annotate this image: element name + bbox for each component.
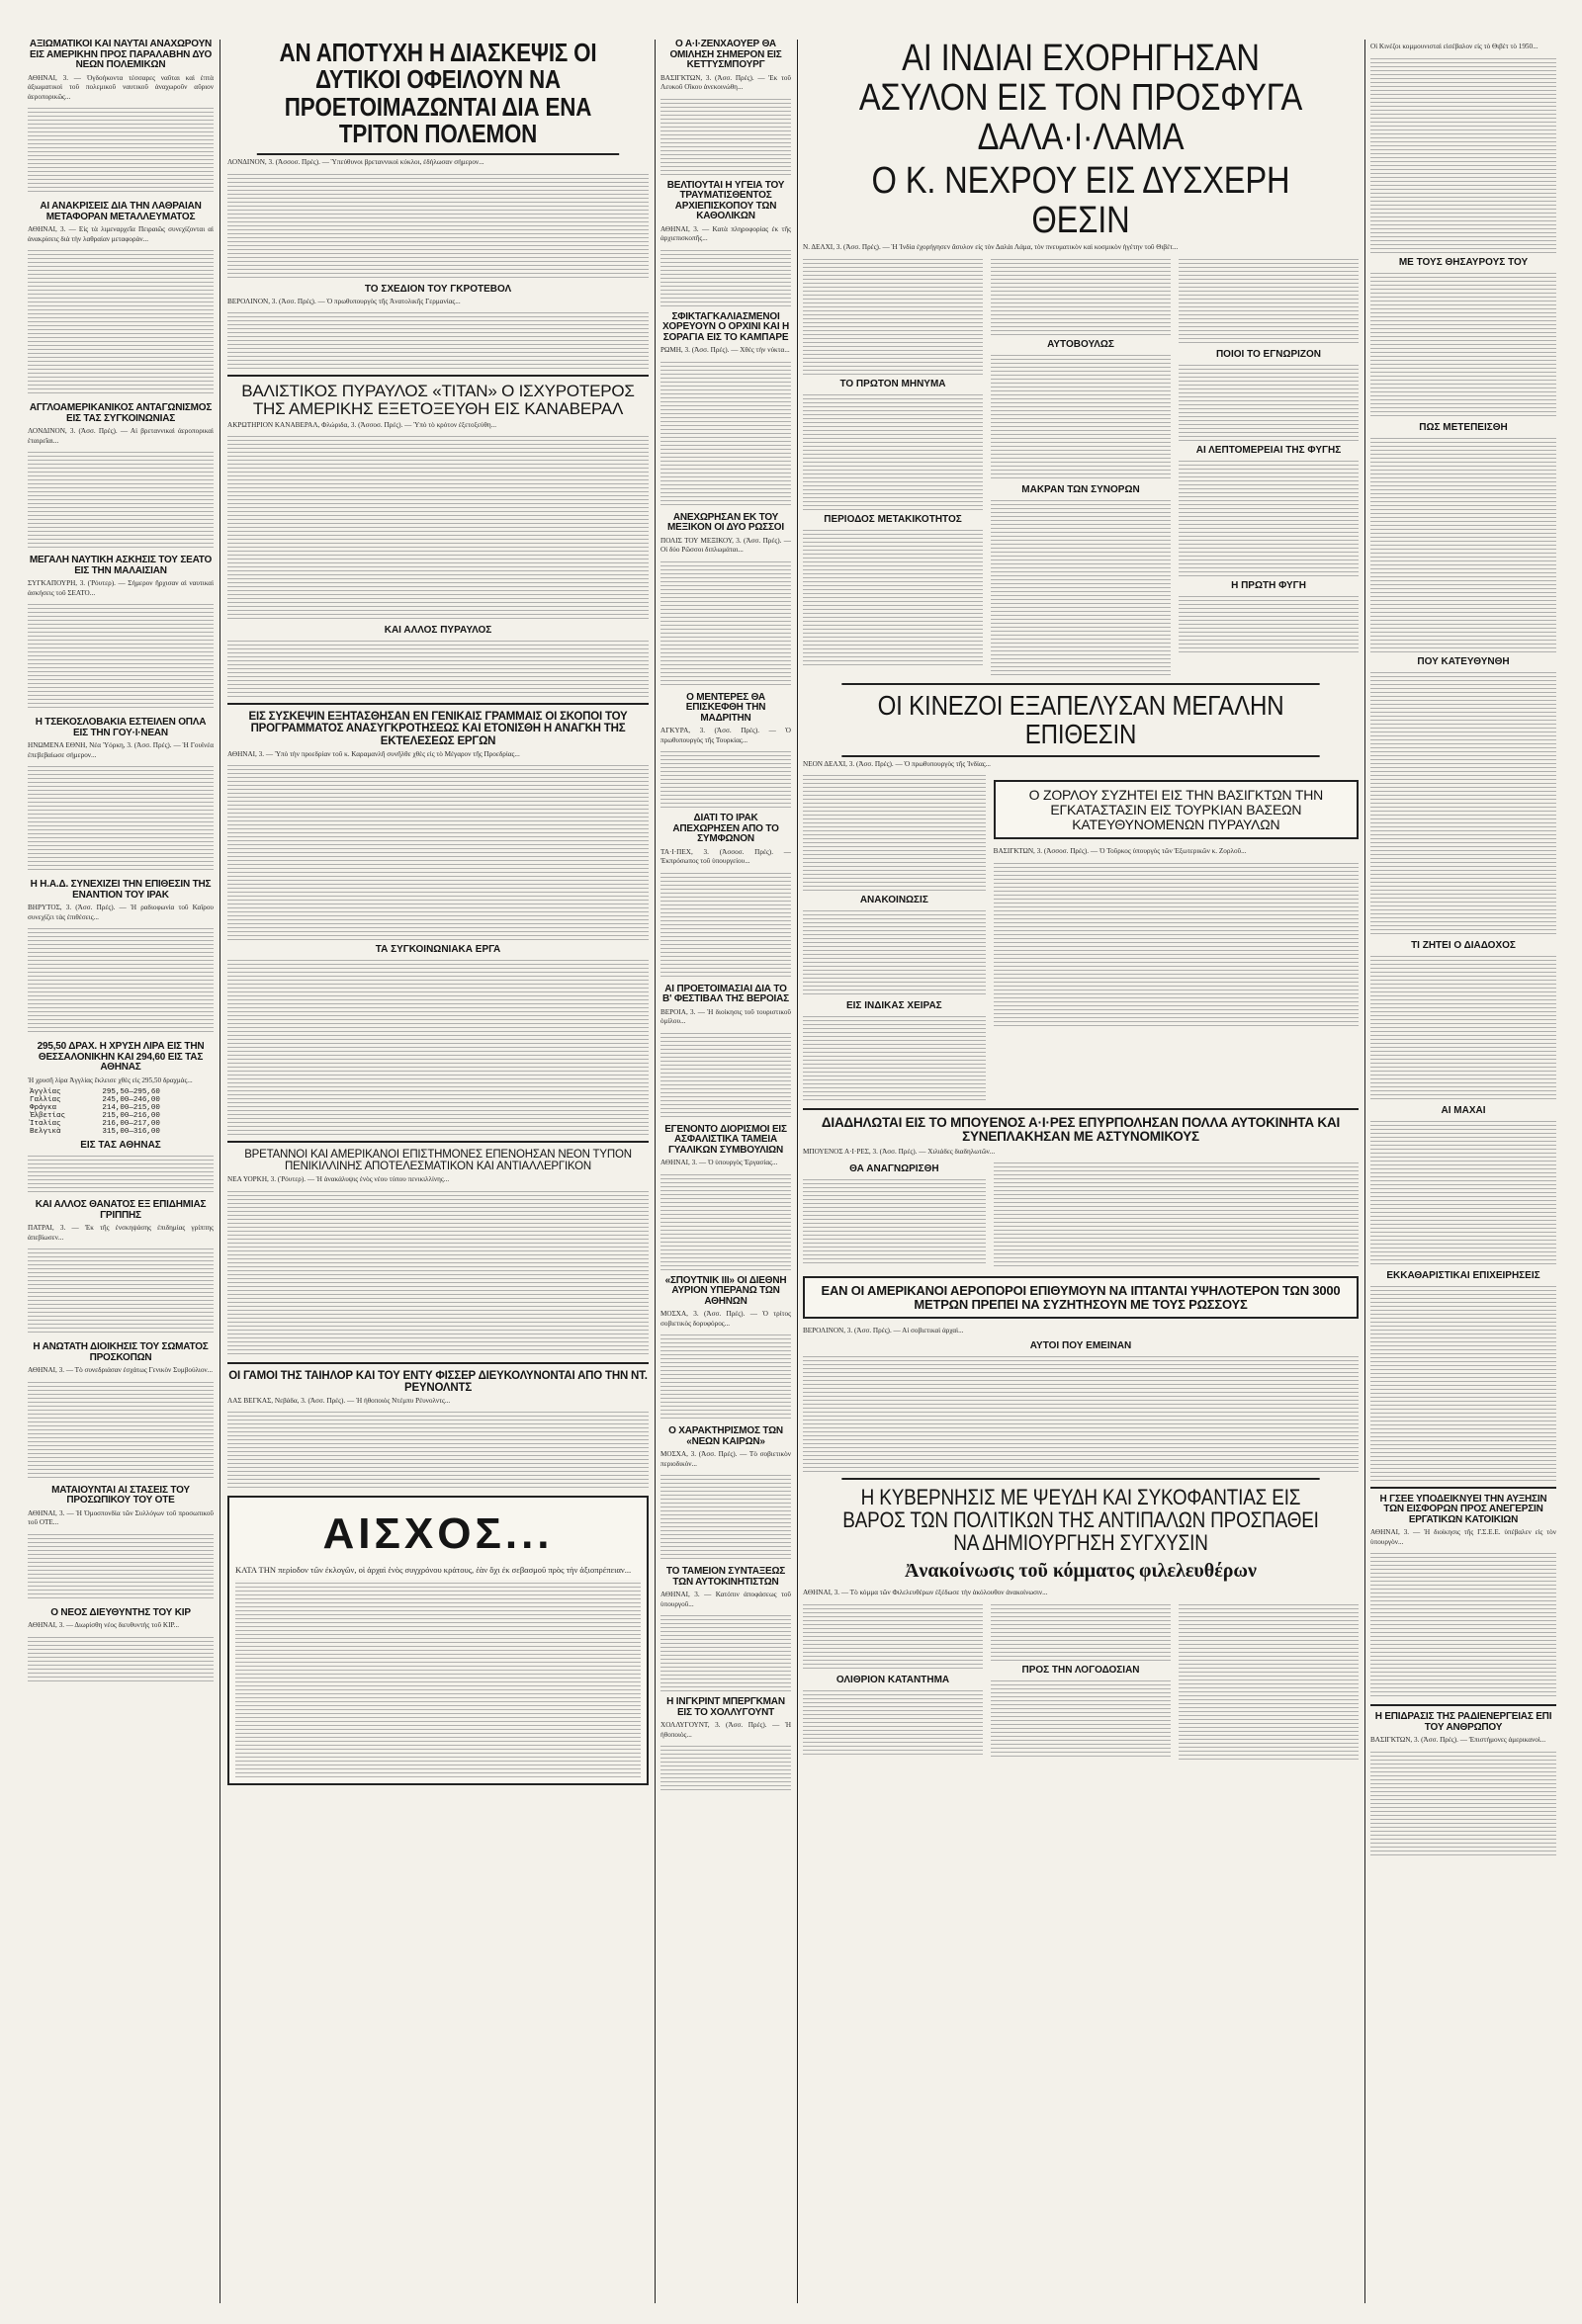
- article-text-block: [28, 925, 214, 1034]
- main-subheadline: Ο Κ. ΝΕΧΡΟΥ ΕΙΣ ΔΥΣΧΕΡΗ ΘΕΣΙΝ: [871, 159, 1290, 241]
- subheading: ΤΑ ΣΥΓΚΟΙΝΩΝΙΑΚΑ ΕΡΓΑ: [375, 944, 501, 956]
- subheading: ΠΩΣ ΜΕΤΕΠΕΙΣΘΗ: [1419, 421, 1508, 433]
- article-text-block: [660, 1171, 791, 1270]
- table-row: [28, 1112, 214, 1120]
- headline: «ΣΠΟΥΤΝΙΚ ΙΙΙ» ΟΙ ΔΙΕΘΝΗ ΑΥΡΙΟΝ ΥΠΕΡΑΝΩ ΤΩΝ ΑΘΗΝΩΝ: [664, 1274, 787, 1307]
- article-subcolumn: [1179, 1601, 1359, 1760]
- headline: ΜΑΤΑΙΟΥΝΤΑΙ ΑΙ ΣΤΑΣΕΙΣ ΤΟΥ ΠΡΟΣΩΠΙΚΟΥ ΤΟΥ ΟΤΕ: [51, 1484, 190, 1506]
- headline: ΒΑΛΙΣΤΙΚΟΣ ΠΥΡΑΥΛΟΣ «ΤΙΤΑΝ» Ο ΙΣΧΥΡΟΤΕΡΟΣ ΤΗΣ ΑΜΕΡΙΚΗΣ ΕΞΕΤΟΞΕΥΘΗ ΕΙΣ ΚΑΝΑΒΕΡΑΛ: [227, 375, 649, 418]
- article-text: ΑΘΗΝΑΙ, 3. — Κατόπιν ἀποφάσεως τοῦ ὑπουργοῦ...: [660, 1591, 791, 1608]
- article-subcolumn: [1179, 256, 1359, 675]
- article-text-block: [803, 1013, 986, 1102]
- headline: Η ΑΝΩΤΑΤΗ ΔΙΟΙΚΗΣΙΣ ΤΟΥ ΣΩΜΑΤΟΣ ΠΡΟΣΚΟΠΩΝ: [33, 1341, 209, 1363]
- article-text-block: [1370, 270, 1556, 418]
- article-text-block: [994, 1160, 1359, 1268]
- subheading: ΑΝΑΚΟΙΝΩΣΙΣ: [859, 895, 928, 906]
- headline: ΔΙΑΤΙ ΤΟ ΙΡΑΚ ΑΠΕΧΩΡΗΣΕΝ ΑΠΟ ΤΟ ΣΥΜΦΩΝΟΝ: [672, 813, 779, 844]
- headline: 295,50 ΔΡΑΧ. Η ΧΡΥΣΗ ΛΙΡΑ ΕΙΣ ΤΗΝ ΘΕΣΣΑΛΟΝΙΚΗΝ ΚΑΙ 294,60 ΕΙΣ ΤΑΣ ΑΘΗΝΑΣ: [37, 1041, 205, 1073]
- headline: Η ΙΝΓΚΡΙΝΤ ΜΠΕΡΓΚΜΑΝ ΕΙΣ ΤΟ ΧΟΛΛΥΓΟΥΝΤ: [666, 1696, 785, 1718]
- article-text: ΑΘΗΝΑΙ, 3. — Ἡ Ὁμοσπονδία τῶν Συλλόγων τοῦ προσωπικοῦ τοῦ ΟΤΕ...: [28, 1508, 214, 1526]
- article-text-block: [28, 105, 214, 194]
- article-text: ΑΘΗΝΑΙ, 3. — Εἰς τὰ λιμεναρχεῖα Πειραιῶς συνεχίζονται αἱ ἀνακρίσεις διὰ τὴν λαθραίαν μεταφορὰν...: [28, 225, 214, 243]
- article-text-block: [1370, 1550, 1556, 1698]
- article-text: ΒΕΡΟΛΙΝΟΝ, 3. (Ἀσσ. Πρές). — Ὁ πρωθυπουργὸς τῆς Ἀνατολικῆς Γερμανίας...: [227, 297, 461, 305]
- article-text: ΒΑΣΙΓΚΤΩΝ, 3. (Ἀσσοσ. Πρές). — Ὁ Τοῦρκος ὑπουργὸς τῶν Ἐξωτερικῶν κ. Ζορλοῦ...: [993, 847, 1247, 856]
- boxed-headline: [803, 1276, 1359, 1319]
- article-text: ΑΓΚΥΡΑ, 3. (Ἀσσ. Πρές). — Ὁ πρωθυπουργὸς τῆς Τουρκίας...: [660, 727, 791, 744]
- article-text: ΛΟΝΔΙΝΟΝ, 3. (Ἀσσ. Πρές). — Αἱ βρεταννικαὶ ἀεροπορικαὶ ἑταιρεῖαι...: [28, 427, 214, 445]
- article-text-block: [803, 907, 986, 996]
- column-b: [227, 40, 649, 1793]
- article-subcolumn: [803, 256, 983, 675]
- column-a: [28, 40, 214, 1683]
- headline: ΒΕΛΤΙΟΥΤΑΙ Η ΥΓΕΙΑ ΤΟΥ ΤΡΑΥΜΑΤΙΣΘΕΝΤΟΣ ΑΡΧΙΕΠΙΣΚΟΠΟΥ ΤΩΝ ΚΑΘΟΛΙΚΩΝ: [666, 179, 785, 221]
- article-text-block: [28, 449, 214, 548]
- article-text-block: [1370, 953, 1556, 1101]
- subheading: ΑΥΤΟΙ ΠΟΥ ΕΜΕΙΝΑΝ: [1029, 1339, 1132, 1351]
- headline: ΑΞΙΩΜΑΤΙΚΟΙ ΚΑΙ ΝΑΥΤΑΙ ΑΝΑΧΩΡΟΥΝ ΕΙΣ ΑΜΕΡΙΚΗΝ ΠΡΟΣ ΠΑΡΑΛΑΒΗΝ ΔΥΟ ΝΕΩΝ ΠΟΛΕΜΙΚΩΝ: [29, 39, 213, 70]
- editorial-box: [227, 1496, 649, 1784]
- subheading: ΑΥΤΟΒΟΥΛΩΣ: [1047, 338, 1114, 350]
- article-text-block: [1179, 1601, 1359, 1760]
- article-text: ΒΕΡΟΛΙΝΟΝ, 3. (Ἀσσ. Πρές). — Αἱ σοβιετικαὶ ἀρχαὶ...: [803, 1327, 964, 1335]
- article-text: ΣΥΓΚΑΠΟΥΡΗ, 3. (Ῥόυτερ). — Σήμερον ἤρχισαν αἱ ναυτικαὶ ἀσκήσεις τοῦ ΣΕΑΤΟ...: [28, 579, 214, 597]
- article-text: Οἱ Κινέζοι κομμουνισταὶ εἰσέβαλον εἰς τὸ Θιβὲτ τὸ 1950...: [1370, 43, 1538, 50]
- subheading: ΑΙ ΜΑΧΑΙ: [1441, 1104, 1486, 1116]
- subheading: ΘΑ ΑΝΑΓΝΩΡΙΣΘΗ: [849, 1163, 939, 1175]
- headline: Η ΤΣΕΚΟΣΛΟΒΑΚΙΑ ΕΣΤΕΙΛΕΝ ΟΠΛΑ ΕΙΣ ΤΗΝ ΓΟΥ·Ι·ΝΕΑΝ: [35, 717, 207, 738]
- article-text-block: [28, 601, 214, 710]
- boxed-article: [994, 780, 1359, 839]
- article-text: ΒΕΡΟΙΑ, 3. — Ἡ διοίκησις τοῦ τουριστικοῦ ὁμίλου...: [660, 1007, 791, 1025]
- article-text-block: [803, 1601, 983, 1671]
- table-row: [28, 1088, 214, 1096]
- column-d: [803, 40, 1359, 1760]
- subheading: ΜΑΚΡΑΝ ΤΩΝ ΣΥΝΟΡΩΝ: [1021, 483, 1140, 495]
- article-text-block: [660, 1030, 791, 1119]
- article-text-block: [660, 247, 791, 306]
- headline: Η Η.Α.Δ. ΣΥΝΕΧΙΖΕΙ ΤΗΝ ΕΠΙΘΕΣΙΝ ΤΗΣ ΕΝΑΝΤΙΟΝ ΤΟΥ ΙΡΑΚ: [30, 879, 212, 901]
- article-text: ΑΘΗΝΑΙ, 3. — Ὑπὸ τὴν προεδρίαν τοῦ κ. Καραμανλῆ συνῆλθε χθὲς εἰς τὸ Μέγαρον τῆς Προεδρίας...: [227, 749, 520, 758]
- headline: Ο Α·Ι·ΖΕΝΧΑΟΥΕΡ ΘΑ ΟΜΙΛΗΣΗ ΣΗΜΕΡΟΝ ΕΙΣ ΚΕΤΤΥΣΜΠΟΥΡΓ: [669, 39, 782, 70]
- article-text-block: [28, 763, 214, 872]
- article-text-block: [991, 1601, 1171, 1661]
- article-text-block: [227, 957, 649, 1135]
- article-columns: [803, 256, 1359, 675]
- headline: Ο ΜΕΝΤΕΡΕΣ ΘΑ ΕΠΙΣΚΕΦΘΗ ΤΗΝ ΜΑΔΡΙΤΗΝ: [685, 691, 766, 724]
- article-text: ΠΑΤΡΑΙ, 3. — Ἐκ τῆς ἐνσκηψάσης ἐπιδημίας γρίππης ἀπεβίωσεν...: [28, 1224, 214, 1242]
- article-text: ΑΘΗΝΑΙ, 3. — Ὀγδοήκοντα τέσσαρες ναῦται καὶ ἑπτὰ ἀξιωματικοὶ τοῦ πολεμικοῦ ναυτικοῦ ἀναχωροῦν αὔριον ἀεροπορικῶς...: [28, 73, 214, 101]
- article-text: ΤΑ·Ι·ΠΕΧ, 3. (Ἀσσοσ. Πρές). — Ἐκπρόσωπος τοῦ ὑπουργείου...: [660, 847, 791, 865]
- headline: Ο ΝΕΟΣ ΔΙΕΥΘΥΝΤΗΣ ΤΟΥ ΚΙΡ: [50, 1606, 191, 1618]
- article-text: ΝΕΑ ΥΟΡΚΗ, 3. (Ῥόυτερ). — Ἡ ἀνακάλυψις ἑνὸς νέου τύπου πενικιλλίνης...: [227, 1175, 450, 1184]
- article-subcolumn: [994, 772, 1359, 1102]
- article-text-block: [28, 1634, 214, 1683]
- currency-price: 215,00—216,00: [102, 1112, 160, 1120]
- article-text: ΑΘΗΝΑΙ, 3. — Διωρίσθη νέος διευθυντὴς τοῦ ΚΙΡ...: [28, 1621, 180, 1629]
- article-text-block: [991, 1678, 1171, 1757]
- article-text-block: [1179, 362, 1359, 441]
- article-text-block: [1370, 1283, 1556, 1481]
- headline: ΑΓΓΛΟΑΜΕΡΙΚΑΝΙΚΟΣ ΑΝΤΑΓΩΝΙΣΜΟΣ ΕΙΣ ΤΑΣ ΣΥΓΚΟΙΝΩΝΙΑΣ: [29, 402, 213, 424]
- currency-price: 216,00—217,00: [102, 1120, 160, 1128]
- subheading: ΕΙΣ ΙΝΔΙΚΑΣ ΧΕΙΡΑΣ: [845, 1000, 942, 1012]
- article-text: ΑΘΗΝΑΙ, 3. — Κατὰ πληροφορίας ἐκ τῆς ἀρχιεπισκοπῆς...: [660, 224, 791, 242]
- subheading: ΑΙ ΛΕΠΤΟΜΕΡΕΙΑΙ ΤΗΣ ΦΥΓΗΣ: [1195, 444, 1342, 456]
- currency-name: Ἑλβετίας: [30, 1112, 66, 1120]
- currency-name: Βελγικὰ: [30, 1128, 61, 1136]
- article-text: ΑΘΗΝΑΙ, 3. — Ἡ διοίκησις τῆς Γ.Σ.Ε.Ε. ὑπέβαλεν εἰς τὸν ὑπουργὸν...: [1370, 1528, 1556, 1546]
- article-text-block: [1370, 669, 1556, 936]
- article-text-block: [28, 247, 214, 395]
- gold-price-table: [28, 1088, 214, 1136]
- article-text-block: [227, 171, 649, 280]
- main-headline: ΑΝ ΑΠΟΤΥΧΗ Η ΔΙΑΣΚΕΨΙΣ ΟΙ ΔΥΤΙΚΟΙ ΟΦΕΙΛΟΥΝ ΝΑ ΠΡΟΕΤΟΙΜΑΖΩΝΤΑΙ ΔΙΑ ΕΝΑ ΤΡΙΤΟΝ ΠΟΛΕΜΟΝ: [257, 40, 619, 155]
- article-text-block: [994, 860, 1359, 1028]
- article-text-block: [660, 1743, 791, 1792]
- article-subcolumn: [803, 1601, 983, 1760]
- subheading: ΕΚΚΑΘΑΡΙΣΤΙΚΑΙ ΕΠΙΧΕΙΡΗΣΕΙΣ: [1386, 1269, 1540, 1281]
- currency-price: 214,00—215,00: [102, 1104, 160, 1112]
- article-text-block: [1179, 458, 1359, 576]
- article-columns: [803, 1160, 1359, 1268]
- editorial-text-block: [235, 1580, 641, 1777]
- currency-name: Ἀγγλίας: [30, 1088, 61, 1096]
- subheading: ΠΡΟΣ ΤΗΝ ΛΟΓΟΔΟΣΙΑΝ: [1021, 1664, 1140, 1676]
- article-text-block: [227, 638, 649, 697]
- article-text-block: [660, 96, 791, 175]
- article-text: ΗΝΩΜΕΝΑ ΕΘΝΗ, Νέα Ὑόρκη, 3. (Ἀσσ. Πρές). — Ἡ Γουϊνέα ἐπεβεβαίωσε σήμερον...: [28, 741, 214, 759]
- currency-price: 245,00—246,00: [102, 1096, 160, 1104]
- article-text-block: [28, 1246, 214, 1334]
- article-text: ΜΟΣΧΑ, 3. (Ἀσσ. Πρές). — Τὸ σοβιετικὸν περιοδικὸν...: [660, 1450, 791, 1468]
- headline: ΟΙ ΚΙΝΕΖΟΙ ΕΞΑΠΕΛΥΣΑΝ ΜΕΓΑΛΗΝ ΕΠΙΘΕΣΙΝ: [841, 683, 1319, 757]
- column-e: [1370, 40, 1556, 1857]
- main-headline: ΑΙ ΙΝΔΙΑΙ ΕΧΟΡΗΓΗΣΑΝ ΑΣΥΛΟΝ ΕΙΣ ΤΟΝ ΠΡΟΣΦΥΓΑ ΔΑΛΑ·Ι·ΛΑΜΑ: [858, 38, 1303, 158]
- article-text-block: [803, 1176, 986, 1265]
- subheading: ΕΙΣ ΤΑΣ ΑΘΗΝΑΣ: [80, 1140, 161, 1151]
- headline: ΕΑΝ ΟΙ ΑΜΕΡΙΚΑΝΟΙ ΑΕΡΟΠΟΡΟΙ ΕΠΙΘΥΜΟΥΝ ΝΑ ΙΠΤΑΝΤΑΙ ΥΨΗΛΟΤΕΡΟΝ ΤΩΝ 3000 ΜΕΤΡΩΝ ΠΡΕΠΕΙ ΝΑ ΣΥΖΗΤΗΣΟΥΝ ΜΕ ΤΟΥΣ ΡΩΣΣΟΥΣ: [821, 1283, 1341, 1312]
- table-row: [28, 1120, 214, 1128]
- article-text-block: [28, 1153, 214, 1192]
- currency-name: Φράγκα: [30, 1104, 57, 1112]
- headline: ΤΟ ΤΑΜΕΙΟΝ ΣΥΝΤΑΞΕΩΣ ΤΩΝ ΑΥΤΟΚΙΝΗΤΙΣΤΩΝ: [665, 1566, 786, 1588]
- headline: ΚΑΙ ΑΛΛΟΣ ΘΑΝΑΤΟΣ ΕΞ ΕΠΙΔΗΜΙΑΣ ΓΡΙΠΠΗΣ: [35, 1199, 207, 1221]
- subheading: ΟΛΙΘΡΙΟΝ ΚΑΤΑΝΤΗΜΑ: [835, 1674, 950, 1685]
- article-text: ΡΩΜΗ, 3. (Ἀσσ. Πρές). — Χθὲς τὴν νύκτα...: [660, 346, 790, 354]
- article-text: ΑΘΗΝΑΙ, 3. — Τὸ συνεδριάσαν ἐσχάτως Γενικὸν Συμβούλιον...: [28, 1366, 214, 1374]
- article-subcolumn: [803, 1160, 986, 1268]
- article-text-block: [803, 256, 983, 375]
- article-text: ΒΗΡΥΤΟΣ, 3. (Ἀσσ. Πρές). — Ἡ ραδιοφωνία τοῦ Καΐρου συνεχίζει τὰς ἐπιθέσεις...: [28, 904, 214, 921]
- column-rule: [797, 40, 798, 2303]
- article-text: ΝΕΟΝ ΔΕΛΧΙ, 3. (Ἀσσ. Πρές). — Ὁ πρωθυπουργὸς τῆς Ἰνδίας...: [803, 759, 991, 768]
- headline: Η ΕΠΙΔΡΑΣΙΣ ΤΗΣ ΡΑΔΙΕΝΕΡΓΕΙΑΣ ΕΠΙ ΤΟΥ ΑΝΘΡΩΠΟΥ: [1370, 1704, 1556, 1733]
- subheading: ΤΙ ΖΗΤΕΙ Ο ΔΙΑΔΟΧΟΣ: [1411, 939, 1516, 951]
- article-text-block: [991, 256, 1171, 335]
- article-text: ΜΠΟΥΕΝΟΣ Α·Ι·ΡΕΣ, 3. (Ἀσσ. Πρές). — Χιλιάδες διαδηλωτῶν...: [803, 1147, 996, 1156]
- article-text-block: [803, 1353, 1359, 1472]
- headline: ΜΕΓΑΛΗ ΝΑΥΤΙΚΗ ΑΣΚΗΣΙΣ ΤΟΥ ΣΕΑΤΟ ΕΙΣ ΤΗΝ ΜΑΛΑΙΣΙΑΝ: [29, 555, 213, 576]
- subheading: ΠΟΙΟΙ ΤΟ ΕΓΝΩΡΙΖΟΝ: [1215, 348, 1322, 360]
- headline: ΟΙ ΓΑΜΟΙ ΤΗΣ ΤΑΙΗΛΟΡ ΚΑΙ ΤΟΥ ΕΝΤΥ ΦΙΣΣΕΡ ΔΙΕΥΚΟΛΥΝΟΝΤΑΙ ΑΠΟ ΤΗΝ ΝΤ. ΡΕΥΝΟΛΝΤΣ: [227, 1362, 649, 1394]
- headline: Ο ΧΑΡΑΚΤΗΡΙΣΜΟΣ ΤΩΝ «ΝΕΩΝ ΚΑΙΡΩΝ»: [668, 1425, 783, 1447]
- article-text-block: [227, 309, 649, 369]
- article-text-block: [1370, 1118, 1556, 1266]
- article-text: ΒΑΣΙΓΚΤΩΝ, 3. (Ἀσσ. Πρές). — Ἐκ τοῦ Λευκοῦ Οἴκου ἀνεκοινώθη...: [660, 73, 791, 91]
- article-subcolumn: [803, 772, 986, 1102]
- table-row: [28, 1104, 214, 1112]
- article-text: Ν. ΔΕΛΧΙ, 3. (Ἀσσ. Πρές). — Ἡ Ἰνδία ἐχορήγησεν ἄσυλον εἰς τὸν Δαλάι Λάμα, τὸν πνευματικὸν καὶ κοσμικὸν ἡγέτην τοῦ Θιβέτ...: [803, 243, 1179, 252]
- article-text-block: [660, 1612, 791, 1691]
- subheading: ΚΑΙ ΑΛΛΟΣ ΠΥΡΑΥΛΟΣ: [384, 625, 492, 637]
- article-text-block: [803, 527, 983, 665]
- article-subcolumn: [991, 1601, 1171, 1760]
- article-text: ΠΟΛΙΣ ΤΟΥ ΜΕΞΙΚΟΥ, 3. (Ἀσσ. Πρές). — Οἱ δύο Ρῶσσοι διπλωμάται...: [660, 536, 791, 554]
- article-text-block: [227, 1188, 649, 1356]
- article-text: ΛΑΣ ΒΕΓΚΑΣ, Νεβάδα, 3. (Ἀσσ. Πρές). — Ἡ ἠθοποιὸς Ντέμπυ Ρέυνολντς...: [227, 1396, 451, 1405]
- article-text-block: [1370, 1749, 1556, 1857]
- article-text-block: [660, 870, 791, 979]
- headline: ΕΙΣ ΣΥΣΚΕΨΙΝ ΕΞΗΤΑΣΘΗΣΑΝ ΕΝ ΓΕΝΙΚΑΙΣ ΓΡΑΜΜΑΙΣ ΟΙ ΣΚΟΠΟΙ ΤΟΥ ΠΡΟΓΡΑΜΜΑΤΟΣ ΑΝΑΣΥΓΚΡΟΤΗΣΕΩΣ ΚΑΙ ΕΤΟΝΙΣΘΗ Η ΑΝΑΓΚΗ ΤΗΣ ΕΚΤΕΛΕΣΕΩΣ ΕΡΓΩΝ: [227, 703, 649, 746]
- article-text: ΑΘΗΝΑΙ, 3. — Ὁ ὑπουργὸς Ἐργασίας...: [660, 1159, 778, 1166]
- article-text-block: [1179, 593, 1359, 652]
- column-rule: [1364, 40, 1365, 2303]
- article-columns: [803, 1601, 1359, 1760]
- column-rule: [655, 40, 656, 2303]
- article-columns: [803, 772, 1359, 1102]
- article-text-block: [991, 497, 1171, 675]
- article-text-block: [991, 352, 1171, 480]
- article-text-block: [660, 1472, 791, 1561]
- article-text-block: [660, 359, 791, 507]
- article-subcolumn: [991, 256, 1171, 675]
- article-text: ΧΟΛΛΥΓΟΥΝΤ, 3. (Ἀσσ. Πρές). — Ἡ ἠθοποιὸς...: [660, 1721, 791, 1739]
- article-text-block: [28, 1379, 214, 1478]
- article-text-block: [227, 762, 649, 940]
- headline: ΑΙ ΑΝΑΚΡΙΣΕΙΣ ΔΙΑ ΤΗΝ ΛΑΘΡΑΙΑΝ ΜΕΤΑΦΟΡΑΝ ΜΕΤΑΛΛΕΥΜΑΤΟΣ: [40, 201, 202, 222]
- article-text-block: [1179, 256, 1359, 345]
- subheading: ΤΟ ΠΡΩΤΟΝ ΜΗΝΥΜΑ: [839, 378, 946, 389]
- article-text-block: [1370, 55, 1556, 253]
- article-text-block: [660, 559, 791, 687]
- article-text: ΑΘΗΝΑΙ, 3. — Τὸ κόμμα τῶν Φιλελευθέρων ἐξέδωσε τὴν ἀκόλουθον ἀνακοίνωσιν...: [803, 1589, 1048, 1597]
- article-text-block: [227, 433, 649, 621]
- headline-subtitle: Ἀνακοίνωσις τοῦ κόμματος φιλελευθέρων: [904, 1560, 1257, 1583]
- headline: ΕΓΕΝΟΝΤΟ ΔΙΟΡΙΣΜΟΙ ΕΙΣ ΑΣΦΑΛΙΣΤΙΚΑ ΤΑΜΕΙΑ ΓΥΑΛΙΚΩΝ ΣΥΜΒΟΥΛΙΩΝ: [664, 1123, 787, 1156]
- subheading: ΤΟ ΣΧΕΔΙΟΝ ΤΟΥ ΓΚΡΟΤΕΒΟΛ: [364, 283, 512, 295]
- article-text-block: [28, 1531, 214, 1600]
- article-text-block: [227, 1409, 649, 1488]
- article-text-block: [660, 1332, 791, 1420]
- currency-name: Γαλλίας: [30, 1096, 61, 1104]
- article-text-block: [803, 1687, 983, 1757]
- headline: ΔΙΑΔΗΛΩΤΑΙ ΕΙΣ ΤΟ ΜΠΟΥΕΝΟΣ Α·Ι·ΡΕΣ ΕΠΥΡΠΟΛΗΣΑΝ ΠΟΛΛΑ ΑΥΤΟΚΙΝΗΤΑ ΚΑΙ ΣΥΝΕΠΛΑΚΗΣΑΝ ΜΕ ΑΣΤΥΝΟΜΙΚΟΥΣ: [803, 1108, 1359, 1144]
- article-text: ΜΟΣΧΑ, 3. (Ἀσσ. Πρές). — Ὁ τρίτος σοβιετικὸς δορυφόρος...: [660, 1310, 791, 1328]
- article-text: ΛΟΝΔΙΝΟΝ, 3. (Ἀσσοσ. Πρές). — Ὑπεύθυνοι βρεταννικοὶ κύκλοι, ἐδήλωσαν σήμερον...: [227, 158, 484, 167]
- headline: ΑΝΕΧΩΡΗΣΑΝ ΕΚ ΤΟΥ ΜΕΞΙΚΟΝ ΟΙ ΔΥΟ ΡΩΣΣΟΙ: [667, 511, 784, 533]
- headline: ΑΙ ΠΡΟΕΤΟΙΜΑΣΙΑΙ ΔΙΑ ΤΟ Β' ΦΕΣΤΙΒΑΛ ΤΗΣ ΒΕΡΟΙΑΣ: [662, 983, 789, 1004]
- article-text-block: [803, 772, 986, 891]
- table-row: [28, 1128, 214, 1136]
- article-text-block: [1370, 435, 1556, 652]
- currency-price: 295,50—295,60: [102, 1088, 160, 1096]
- table-row: [28, 1096, 214, 1104]
- editorial-text: ΚΑΤΑ ΤΗΝ περίοδον τῶν ἐκλογῶν, οἱ ἀρχαὶ ἐνὸς συγχρόνου κράτους, ἐὰν ὄχι ἐκ σεβασμοῦ πρὸς τὴν ἀξιοπρέπειαν...: [235, 1565, 632, 1576]
- subheading: Η ΠΡΩΤΗ ΦΥΓΗ: [1231, 579, 1306, 591]
- article-text: Ἡ χρυσῆ λίρα Ἀγγλίας ἔκλεισε χθὲς εἰς 295,50 δραχμάς...: [28, 1076, 193, 1084]
- article-text: ΑΚΡΩΤΗΡΙΟΝ ΚΑΝΑΒΕΡΑΛ, Φλώριδα, 3. (Ἀσσοσ. Πρές). — Ὑπὸ τὸ κρότον ἐξετοξεύθη...: [227, 420, 496, 429]
- currency-price: 315,00—316,00: [102, 1128, 160, 1136]
- currency-name: Ἰταλίας: [30, 1120, 61, 1128]
- article-text: ΒΑΣΙΓΚΤΩΝ, 3. (Ἀσσ. Πρές). — Ἐπιστήμονες ἀμερικανοὶ...: [1370, 1736, 1546, 1744]
- subheading: ΠΕΡΙΟΔΟΣ ΜΕΤΑΚΙΚΟΤΗΤΟΣ: [824, 513, 962, 525]
- headline: Ο ΖΟΡΛΟΥ ΣΥΖΗΤΕΙ ΕΙΣ ΤΗΝ ΒΑΣΙΓΚΤΩΝ ΤΗΝ ΕΓΚΑΤΑΣΤΑΣΙΝ ΕΙΣ ΤΟΥΡΚΙΑΝ ΒΑΣΕΩΝ ΚΑΤΕΥΘΥΝΟΜΕΝΩΝ ΠΥΡΑΥΛΩΝ: [1028, 787, 1324, 832]
- article-subcolumn: [994, 1160, 1359, 1268]
- article-text-block: [803, 391, 983, 510]
- article-text-block: [660, 748, 791, 808]
- headline: Η ΚΥΒΕΡΝΗΣΙΣ ΜΕ ΨΕΥΔΗ ΚΑΙ ΣΥΚΟΦΑΝΤΙΑΣ ΕΙΣ ΒΑΡΟΣ ΤΩΝ ΠΟΛΙΤΙΚΩΝ ΤΗΣ ΑΝΤΙΠΑΛΩΝ ΠΡΟΣΠΑΘΕΙ ΝΑ ΔΗΜΙΟΥΡΓΗΣΗ ΣΥΓΧΥΣΙΝ: [841, 1478, 1319, 1554]
- headline: Η ΓΣΕΕ ΥΠΟΔΕΙΚΝΥΕΙ ΤΗΝ ΑΥΞΗΣΙΝ ΤΩΝ ΕΙΣΦΟΡΩΝ ΠΡΟΣ ΑΝΕΓΕΡΣΙΝ ΕΡΓΑΤΙΚΩΝ ΚΑΤΟΙΚΙΩΝ: [1370, 1487, 1556, 1526]
- subheading: ΜΕ ΤΟΥΣ ΘΗΣΑΥΡΟΥΣ ΤΟΥ: [1398, 256, 1529, 268]
- headline: ΣΦΙΚΤΑΓΚΑΛΙΑΣΜΕΝΟΙ ΧΟΡΕΥΟΥΝ Ο ΟΡΧΙΝΙ ΚΑΙ Η ΣΟΡΑΓΙΑ ΕΙΣ ΤΟ ΚΑΜΠΑΡΕ: [661, 310, 790, 343]
- subheading: ΠΟΥ ΚΑΤΕΥΘΥΝΘΗ: [1417, 655, 1510, 667]
- column-c: [660, 40, 791, 1792]
- headline: ΒΡΕΤΑΝΝΟΙ ΚΑΙ ΑΜΕΡΙΚΑΝΟΙ ΕΠΙΣΤΗΜΟΝΕΣ ΕΠΕΝΟΗΣΑΝ ΝΕΟΝ ΤΥΠΟΝ ΠΕΝΙΚΙΛΛΙΝΗΣ ΑΠΟΤΕΛΕΣΜΑΤΙΚΟΝ ΚΑΙ ΑΝΤΙΑΛΛΕΡΓΙΚΟΝ: [227, 1141, 649, 1172]
- editorial-title: ΑΙΣΧΟΣ...: [322, 1509, 554, 1559]
